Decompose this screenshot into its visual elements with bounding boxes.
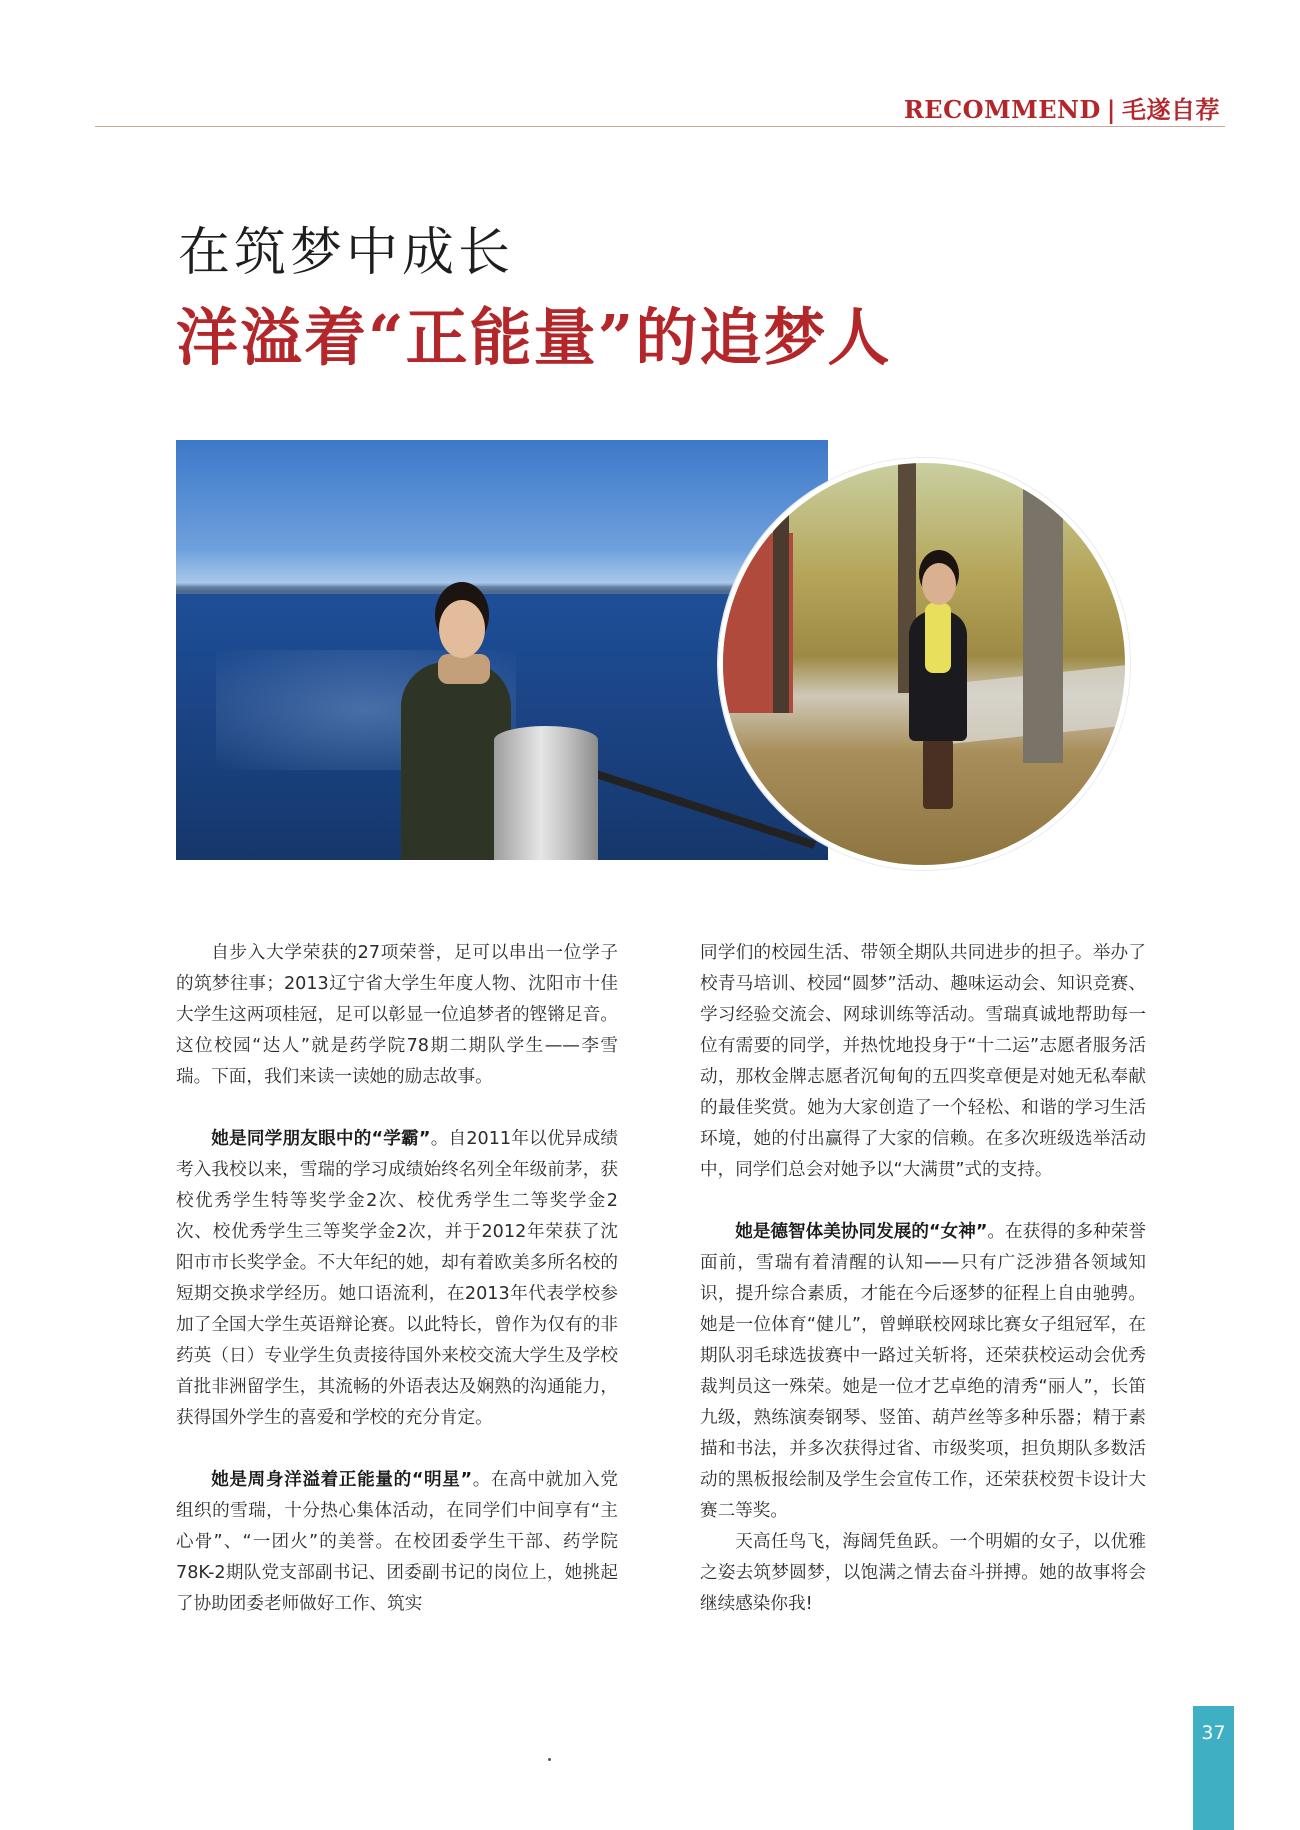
paragraph-lead: 她是周身洋溢着正能量的“明星” [211, 1470, 473, 1490]
photo-girl-scarf [925, 603, 951, 673]
paragraph-lead: 她是德智体美协同发展的“女神” [735, 1222, 988, 1242]
paragraph-study [176, 1124, 618, 1434]
article-column-right [700, 938, 1146, 1620]
article-title-line2: 洋溢着“正能量”的追梦人 [176, 301, 892, 374]
paragraph-closing: 天高任鸟飞，海阔凭鱼跃。一个明媚的女子，以优雅之姿去筑梦圆梦，以饱满之情去奋斗拼搏。她的故事将会继续感染你我! [700, 1532, 1146, 1614]
page-number: 37 [1201, 1722, 1226, 1744]
article-title-line1: 在筑梦中成长 [178, 223, 515, 283]
autumn-park-photo [718, 458, 1130, 870]
paragraph-star [176, 1465, 618, 1620]
footer-dot [548, 1758, 551, 1761]
paragraph-text: 。在高中就加入党组织的雪瑞，十分热心集体活动，在同学们中间享有“主心骨”、“一团火”的美誉。在校团委学生干部、药学院78K-2期队党支部副书记、团委副书记的岗位上，她挑起了协助团委老师做好工作、筑实 [176, 1470, 618, 1614]
photo-tree-trunk [773, 503, 789, 713]
photo-person-scarf [438, 654, 490, 684]
photo-girl-head [922, 563, 956, 605]
paragraph-intro: 自步入大学荣获的27项荣誉，足可以串出一位学子的筑梦往事；2013辽宁省大学生年度人物、沈阳市十佳大学生这两项桂冠，足可以彰显一位追梦者的铿锵足音。这位校园“达人”就是药学院78期二期队学生——李雪瑞。下面，我们来读一读她的励志故事。 [176, 943, 618, 1087]
paragraph-goddess [700, 1217, 1146, 1527]
photo-bollard [494, 726, 598, 860]
photo-girl-legs [923, 739, 953, 809]
section-label-en: RECOMMEND [903, 95, 1101, 124]
paragraph-text: 。自2011年以优异成绩考入我校以来，雪瑞的学习成绩始终名列全年级前茅，获校优秀学生特等奖学金2次、校优秀学生二等奖学金2次、校优秀学生三等奖学金2次，并于2012年荣获了沈阳市市长奖学金。不大年纪的她，却有着欧美多所名校的短期交换求学经历。她口语流利，在2013年代表学校参加了全国大学生英语辩论赛。以此特长，曾作为仅有的非药英（日）专业学生负责接待国外来校交流大学生及学校首批非洲留学生，其流畅的外语表达及娴熟的沟通能力，获得国外学生的喜爱和学校的充分肯定。 [176, 1129, 618, 1428]
photo-person-head [439, 600, 485, 658]
section-header [904, 90, 1220, 125]
paragraph-text: 。在获得的多种荣誉面前，雪瑞有着清醒的认知——只有广泛涉猎各领域知识，提升综合素质，才能在今后逐梦的征程上自由驰骋。她是一位体育“健儿”，曾蝉联校网球比赛女子组冠军，在期队羽毛球选拔赛中一路过关斩将，还荣获校运动会优秀裁判员这一殊荣。她是一位才艺卓绝的清秀“丽人”，长笛九级，熟练演奏钢琴、竖笛、葫芦丝等多种乐器；精于素描和书法，并多次获得过省、市级奖项，担负期队多数活动的黑板报绘制及学生会宣传工作，还荣获校贺卡设计大赛二等奖。 [700, 1222, 1146, 1521]
header-separator: | [1106, 95, 1116, 124]
header-rule [95, 126, 1225, 127]
photo-tree-trunk [1023, 463, 1063, 763]
paragraph-lead: 她是同学朋友眼中的“学霸” [211, 1129, 431, 1149]
paragraph-star-continued: 同学们的校园生活、带领全期队共同进步的担子。举办了校青马培训、校园“圆梦”活动、趣味运动会、知识竞赛、学习经验交流会、网球训练等活动。雪瑞真诚地帮助每一位有需要的同学，并热忱地投身于“十二运”志愿者服务活动，那枚金牌志愿者沉甸甸的五四奖章便是对她无私奉献的最佳奖赏。她为大家创造了一个轻松、和谐的学习生活环境，她的付出赢得了大家的信赖。在多次班级选举活动中，同学们总会对她予以“大满贯”式的支持。 [700, 943, 1146, 1180]
article-column-left [176, 938, 618, 1620]
section-label-cn: 毛遂自荐 [1122, 96, 1220, 124]
